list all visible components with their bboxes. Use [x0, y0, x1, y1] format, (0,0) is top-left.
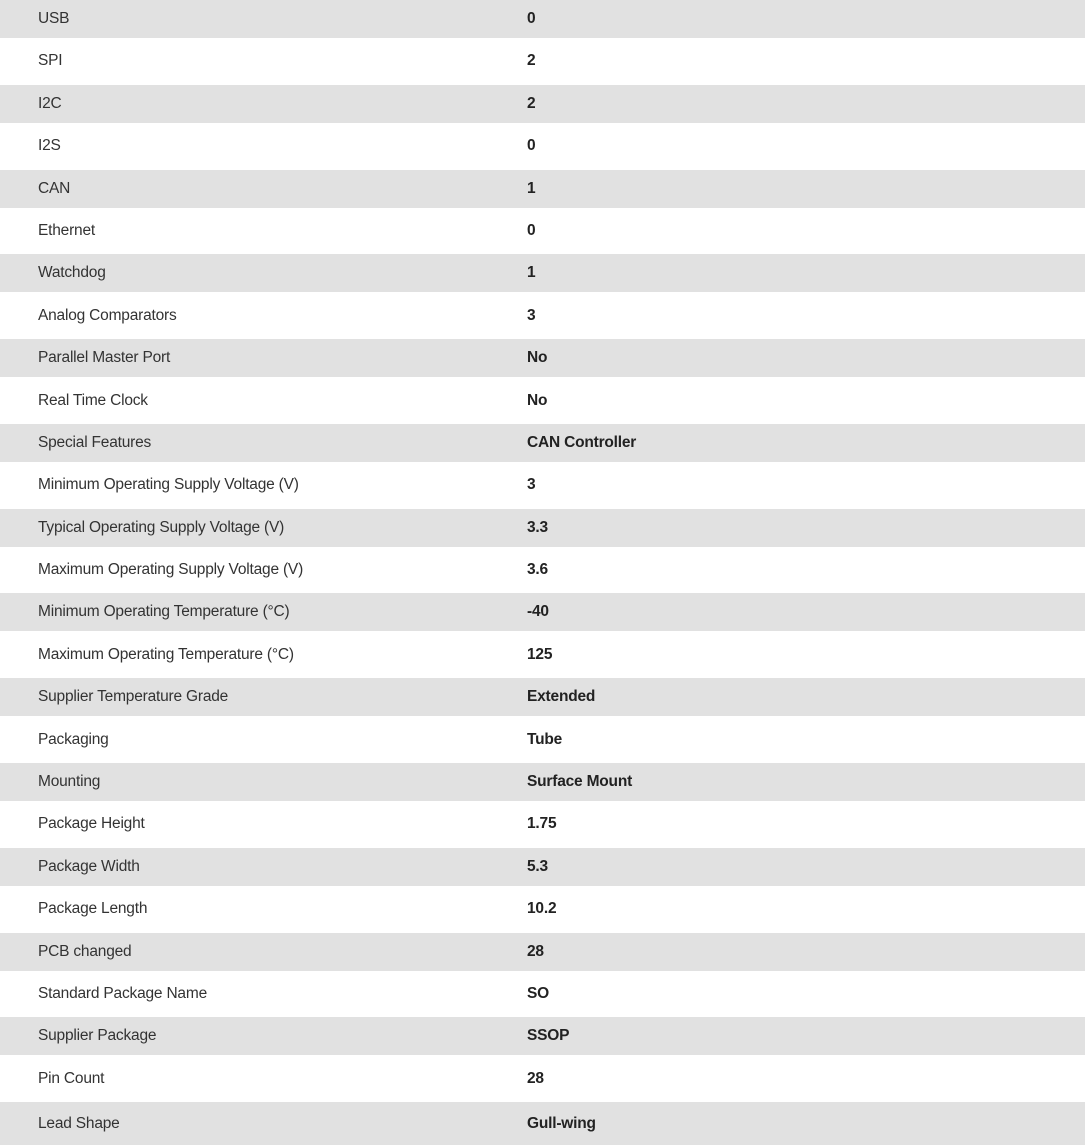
- spec-value: No: [527, 391, 548, 409]
- spec-label: I2S: [38, 137, 61, 155]
- spec-value: 3: [527, 476, 536, 494]
- spec-row: [0, 933, 1085, 971]
- spec-row: [0, 805, 1085, 843]
- spec-label: Package Width: [38, 857, 140, 875]
- spec-row: [0, 170, 1085, 208]
- spec-row: [0, 975, 1085, 1013]
- spec-label: Mounting: [38, 773, 101, 791]
- spec-row: [0, 1060, 1085, 1098]
- spec-label: Supplier Temperature Grade: [38, 688, 229, 706]
- spec-row: [0, 551, 1085, 589]
- spec-value: 28: [527, 1069, 544, 1087]
- spec-value: 10.2: [527, 900, 557, 918]
- spec-value: CAN Controller: [527, 433, 637, 451]
- spec-label: Minimum Operating Temperature (°C): [38, 603, 290, 621]
- spec-label: PCB changed: [38, 942, 132, 960]
- spec-label: Ethernet: [38, 221, 95, 239]
- spec-row: [0, 763, 1085, 801]
- spec-label: Packaging: [38, 730, 109, 748]
- spec-row: [0, 127, 1085, 165]
- spec-value: 0: [527, 10, 536, 27]
- spec-value: 0: [527, 221, 536, 239]
- spec-row: [0, 636, 1085, 674]
- spec-row: [0, 42, 1085, 80]
- spec-value: SO: [527, 984, 549, 1002]
- spec-value: 1.75: [527, 815, 557, 833]
- spec-row: [0, 424, 1085, 462]
- spec-row: [0, 0, 1085, 38]
- spec-value: 2: [527, 94, 536, 112]
- spec-value: 2: [527, 52, 536, 70]
- spec-label: Supplier Package: [38, 1027, 157, 1045]
- spec-label: I2C: [38, 94, 62, 112]
- spec-label: Minimum Operating Supply Voltage (V): [38, 476, 299, 494]
- spec-value: 3: [527, 306, 536, 324]
- spec-row: [0, 848, 1085, 886]
- spec-label: USB: [38, 10, 70, 27]
- spec-label: Watchdog: [38, 264, 106, 282]
- spec-value: 0: [527, 137, 536, 155]
- spec-row: [0, 1102, 1085, 1145]
- spec-label: Typical Operating Supply Voltage (V): [38, 518, 285, 536]
- spec-row: [0, 678, 1085, 716]
- spec-value: -40: [527, 603, 549, 621]
- spec-value: 3.6: [527, 561, 548, 579]
- spec-value: 1: [527, 264, 536, 282]
- spec-value: SSOP: [527, 1027, 570, 1045]
- spec-label: Analog Comparators: [38, 306, 177, 324]
- spec-value: 3.3: [527, 518, 548, 536]
- spec-label: Pin Count: [38, 1069, 105, 1087]
- spec-row: [0, 721, 1085, 759]
- spec-value: Extended: [527, 688, 596, 706]
- spec-label: Special Features: [38, 433, 152, 451]
- spec-value: 1: [527, 179, 536, 197]
- spec-value: 5.3: [527, 857, 548, 875]
- spec-value: 125: [527, 645, 553, 663]
- spec-value: No: [527, 349, 548, 367]
- spec-label: SPI: [38, 52, 63, 70]
- spec-row: [0, 466, 1085, 504]
- spec-label: Package Height: [38, 815, 145, 833]
- spec-value: Gull-wing: [527, 1114, 596, 1132]
- spec-value: Tube: [527, 730, 563, 748]
- spec-label: Parallel Master Port: [38, 349, 171, 367]
- spec-row: [0, 297, 1085, 335]
- spec-row: [0, 85, 1085, 123]
- spec-row: [0, 1017, 1085, 1055]
- spec-row: [0, 212, 1085, 250]
- spec-label: Maximum Operating Temperature (°C): [38, 645, 294, 663]
- spec-row: [0, 254, 1085, 292]
- spec-row: [0, 382, 1085, 420]
- spec-label: CAN: [38, 179, 71, 197]
- spec-label: Standard Package Name: [38, 984, 207, 1002]
- spec-value: Surface Mount: [527, 773, 633, 791]
- spec-value: 28: [527, 942, 544, 960]
- spec-label: Real Time Clock: [38, 391, 148, 409]
- spec-row: [0, 509, 1085, 547]
- spec-row: [0, 593, 1085, 631]
- spec-label: Maximum Operating Supply Voltage (V): [38, 561, 304, 579]
- spec-label: Lead Shape: [38, 1114, 120, 1132]
- spec-row: [0, 339, 1085, 377]
- spec-row: [0, 890, 1085, 928]
- spec-label: Package Length: [38, 900, 148, 918]
